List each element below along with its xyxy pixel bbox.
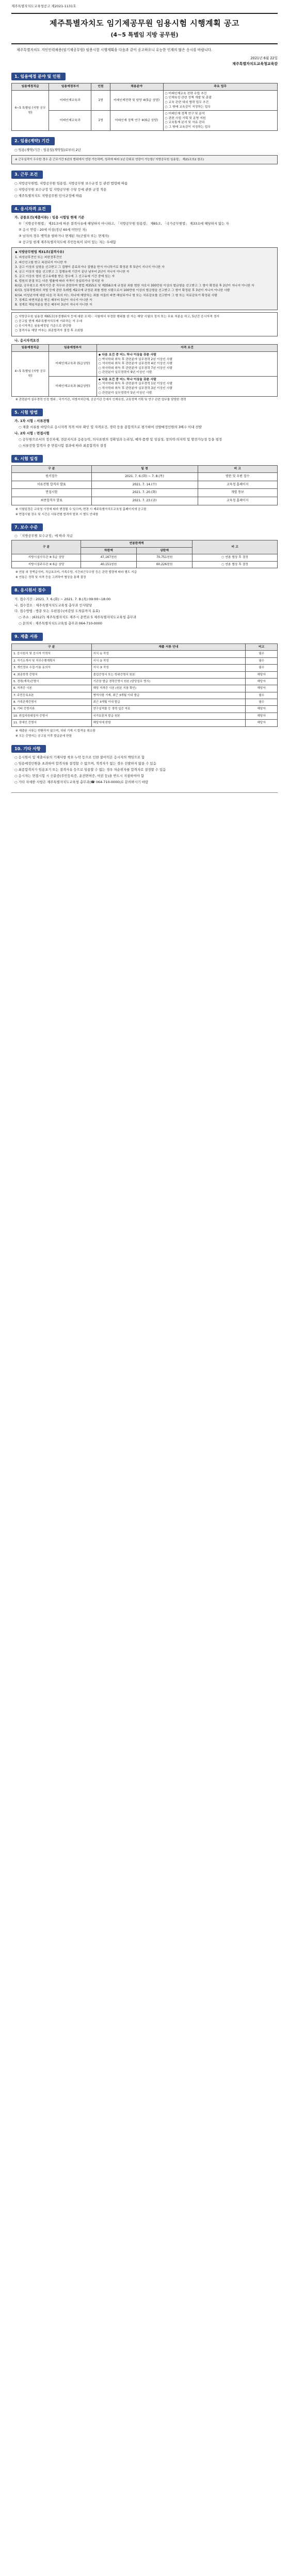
cell-reqs (97, 376, 277, 396)
condition-item: ○ 제주특별자치도 지방공무원 인사규정에 따름 (14, 193, 82, 198)
misc-item: ○ 임용예정인원을 초과하여 합격자를 결정할 수 없으며, 적격자가 없는 경우 선발하지 않을 수 있음 (14, 761, 156, 766)
section-title: 9. 제출 서류 (11, 633, 43, 641)
box-item: ○ 응시자격은 임용예정일 기준으로 판단함 (15, 325, 72, 328)
title-box (11, 13, 278, 44)
notice-subtitle: (4~5 특별임 지방 공무원) (110, 31, 179, 39)
cell-note: 교육청 홈페이지 (198, 497, 278, 505)
box-item: 5. 금고 이상의 형의 선고유예를 받은 경우에 그 선고유예 기간 중에 있는 자 (15, 275, 115, 278)
requirements-table (11, 344, 278, 397)
cell-date: 2021. 7. 14.(수) (91, 481, 198, 489)
duty-line: ○ 그 밖에 교육감이 지정하는 업무 (165, 125, 211, 129)
col-header: 상한액 (137, 547, 192, 554)
table-row (12, 376, 278, 396)
term-text: ○ 임용(계약)기간 : 임용일(계약일)로부터 2년 (14, 147, 81, 152)
cell-note: ○ 연봉 협상 후 결정 (192, 561, 278, 568)
col-header: 임용예정직급 (12, 345, 49, 352)
cell-min: 40,151천원 (81, 561, 136, 568)
box-item: 6의2. 공무원으로 재직기간 중 직무와 관련하여 형법 제355조 및 제356조에 규정된 죄를 범한 자로서 300만원 이상의 벌금형을 선고받고 그 형이 확정된 후 2년이 지나지 아니한 자 (15, 284, 254, 288)
duty-line: ○ 미래인재교육 전략 수립 추진 (165, 92, 207, 95)
table-row (12, 481, 278, 489)
cell-doc: 2. 자기소개서 및 직무수행계획서 (12, 657, 92, 664)
cell-dept: 미래인재교육과 (5급상당) (49, 352, 97, 377)
eligibility-item: ④ 공고일 현재 제주특별자치도에 주민등록이 되어 있는 자는 우대함 (19, 240, 116, 244)
cell-doc: 3. 개인정보 수집·이용 동의서 (12, 665, 92, 671)
cell-note: ○ 연봉 협상 후 결정 (192, 554, 278, 561)
col-header: 구 분 (12, 466, 92, 473)
box-item: ○ 지방공무원 임용령 제65조(부정행위자 등에 대한 조치) : 시험에서 부정한 행위를 한 자는 해당 시험의 정지 또는 무효 처분을 하고, 5년간 응시자격 정지 (15, 315, 220, 318)
box-item: 7. 징계로 파면처분을 받은 때부터 5년이 지나지 아니한 자 (15, 298, 92, 302)
col-header: 채용분야 (110, 83, 163, 91)
box-item: 1. 피성년후견인 또는 피한정후견인 (15, 256, 62, 260)
box-item: ○ 결격사유 해당 여부는 최종합격자 결정 후 조회함 (15, 329, 84, 333)
notice-number: 제주특별자치도교육청공고 제2021-1131호 (11, 4, 76, 8)
cell-desc: 해당자에 한함 (91, 720, 246, 726)
application-item: ○ 주소 : (63127) 제주특별자치도 제주시 문연로 5 제주특별자치도교육청 총무과 (19, 615, 137, 620)
duty-line: ○ 미래인재 정책 연구 및 분석 (165, 112, 205, 116)
box-item: 6의3. 성폭력범죄의 처벌 등에 관한 특례법 제2조에 규정된 죄를 범한 사람으로서 100만원 이상의 벌금형을 선고받고 그 형이 확정된 후 3년이 지나지 아니한 사람 (15, 289, 230, 293)
col-header: 제출 서류 안내 (91, 643, 246, 651)
documents-table (11, 643, 278, 727)
cell-desc: 서식 ① 작성 (91, 651, 246, 657)
duty-line: ○ 인재육성 관련 정책 개발 및 총괄 (165, 96, 212, 100)
cell-step: 서류전형 합격자 발표 (12, 481, 92, 489)
box-item: ○ 공고일 현재 제주특별자치도에 거주하는 자 우대 (15, 320, 83, 324)
cell-desc: 해당 자격증 사본 (원본 지참 확인) (91, 685, 246, 692)
table-row (12, 497, 278, 505)
col-header: 하한액 (81, 547, 136, 554)
table-row (12, 90, 278, 110)
section-title: 1. 임용예정 분야 및 인원 (11, 73, 66, 81)
experience-note: ※ 관련분야 실무경력 인정 범위 : 국가기관, 지방자치단체, 공공기관 등에서 인재육성, 교육정책 기획 및 연구 관련 업무를 담당한 경력 (15, 398, 186, 402)
table-row (12, 685, 278, 692)
table-row (12, 678, 278, 685)
cell-desc: 서식 ③ 작성 (91, 665, 246, 671)
section-eligibility (11, 205, 278, 402)
table-row (12, 111, 278, 131)
box-title: ◆ 지방공무원법 제31조(결격사유) (15, 250, 65, 254)
req-line: ○ 관련분야 실무경력이 9년 이상인 사람 (98, 371, 152, 375)
salary-note: ※ 연봉 외 정액급식비, 직급보조비, 가족수당, 시간외근무수당 등은 관련 법령에 따라 별도 지급 (15, 570, 137, 574)
cell-desc: 졸업증명서 또는 학위증명서 원본 (91, 671, 246, 678)
cell-doc: 1. 응시원서 및 응시자 이력서 (12, 651, 92, 657)
table-row (12, 706, 278, 713)
cell-req: 해당자 (246, 678, 278, 685)
eligibility-item: ①「지방공무원법」 제31조에 따른 결격사유에 해당하지 아니하고, 「지방공무원 임용령」 제65조, 「국가공무원법」 제33조에 해당하지 않는 자 (19, 222, 229, 226)
cell-max: 70,751천원 (137, 554, 192, 561)
cell-step: 면접시험 (12, 489, 92, 497)
positions-table (11, 83, 278, 131)
application-item: 가. 접수기간 : 2021. 7. 6.(화) ~ 2021. 7. 8.(목) 09:00~18:00 (14, 597, 111, 601)
table-row (12, 561, 278, 568)
cell-count: 1명 (91, 90, 110, 110)
eligibility-intro: 가. 공통요건(제출서류) : 임용 시험일 현재 기준 (14, 215, 85, 220)
col-header: 연봉한계액 (81, 540, 192, 547)
duty-line: ○ 교육통계 분석 및 자료 관리 (165, 121, 205, 125)
section-title: 3. 근무 조건 (11, 171, 43, 179)
col-header: 임용예정부서 (49, 345, 97, 352)
cell-desc: 병역사항 기재, 최근 3개월 이내 발급 (91, 692, 246, 699)
table-row (12, 489, 278, 497)
requirements-subtitle: 나. 응시자격요건 (14, 338, 39, 343)
req-line: ○ 관련분야 실무경력이 5년 이상인 사람 (98, 391, 152, 395)
misc-item: ○ 응시자는 면접시험 시 신분증(주민등록증, 운전면허증, 여권 등)을 반드시 지참하여야 함 (14, 774, 145, 778)
cell-count: 1명 (91, 111, 110, 131)
table-row (12, 665, 278, 671)
cell-doc: 5. 경력(재직)증명서 (12, 678, 92, 685)
col-header: 구 분 (12, 540, 81, 554)
cell-doc: 8. 가족관계증명서 (12, 699, 92, 706)
col-header: 구 분 (12, 643, 92, 651)
req-line: ◆ 다음 요건 중 어느 하나 이상을 갖춘 사람 (98, 353, 156, 357)
misc-item: ○ 최종합격자가 임용포기 또는 결격사유 등으로 임용할 수 없는 경우 차순위자를 합격자로 결정할 수 있음 (14, 768, 166, 772)
section-title: 7. 보수 수준 (11, 523, 43, 532)
salary-intro: ○ 「지방공무원 보수규정」에 따라 지급 (14, 534, 73, 538)
cell-doc: 11. 장애인 증명서 (12, 720, 92, 726)
cell-rank-group: 4~5 특별임 (지방 공무원) (12, 90, 49, 131)
cell-desc: 서식 ② 작성 (91, 657, 246, 664)
section-term (11, 137, 278, 164)
cell-date: 2021. 7. 23.(금) (91, 497, 198, 505)
cell-doc: 10. 취업지원대상자 증명서 (12, 713, 92, 719)
section-title: 6. 시험 일정 (11, 455, 43, 463)
section-title: 8. 응시원서 접수 (11, 586, 51, 595)
col-header: 인원 (91, 83, 110, 91)
table-row (12, 657, 278, 664)
section-documents (11, 633, 278, 739)
cell-req: 필수 (246, 699, 278, 706)
condition-item: ○ 지방공무원 보수규정 및 지방공무원 수당 등에 관한 규정 적용 (14, 187, 107, 192)
cell-req: 해당자 (246, 720, 278, 726)
section-positions (11, 73, 278, 131)
cell-req: 필수 (246, 657, 278, 664)
cell-doc: 6. 자격증 사본 (12, 685, 92, 692)
section-conditions (11, 171, 278, 198)
req-line: ○ 박사학위 취득 후 관련분야 실무경력 2년 이상인 사람 (98, 358, 173, 361)
req-line: ○ 학사학위 취득 후 관련분야 실무경력 3년 이상인 사람 (98, 386, 173, 390)
cell-reqs (97, 352, 277, 377)
cell-req: 필수 (246, 651, 278, 657)
cell-desc: 연구실적물 등 경력 입증 자료 (91, 706, 246, 713)
box-item: 6의4. 미성년자에 대한 다음 각 목의 어느 하나에 해당하는 죄를 저질러 파면·해임되거나 형 또는 치료감호를 선고받아 그 형 또는 치료감호가 확정된 사람 (15, 294, 217, 297)
section-schedule (11, 455, 278, 517)
section-title: 5. 시험 방법 (11, 409, 43, 417)
cell-note: 교육청 홈페이지 (198, 481, 278, 489)
cell-req: 필수 (246, 692, 278, 699)
eligibility-item: ② 응시 연령 : 20세 이상(정년 60세 미만인 자) (19, 228, 87, 232)
cell-note: 방문 및 우편 접수 (198, 472, 278, 481)
cell-field: 미래인재전략 및 담당 ※(5급 상당) (110, 90, 163, 110)
cell-req: 필수 (246, 665, 278, 671)
section-title: 10. 기타 사항 (11, 745, 46, 753)
application-item: 나. 접수장소 : 제주특별자치도교육청 총무과 인사담당 (14, 603, 92, 607)
section-salary (11, 523, 278, 580)
documents-note: ※ 모든 증명서는 공고일 이후 발급분에 한함 (15, 735, 72, 738)
cell-dept: 미래인재교육과 (49, 90, 91, 110)
exam-item: 나. 2차 시험 : 면접시험 (14, 431, 50, 436)
footer-divider (11, 792, 278, 793)
section-title: 4. 응시자격 요건 (11, 205, 51, 213)
cell-date: 2021. 7. 20.(화) (91, 489, 198, 497)
duty-line: ○ 교육 관련 대외 협력 업무 추진 (165, 100, 209, 104)
cell-rank: 지방시설사무관 ※ 5급 상당 (12, 554, 81, 561)
issuing-org: 제주특별자치도교육청교육감 (232, 61, 278, 66)
section-title: 2. 임용(계약) 기간 (11, 137, 55, 145)
box-item: 3. 금고 이상의 실형을 선고받고 그 집행이 종료되거나 집행을 받지 아니하기로 확정된 후 5년이 지나지 아니한 자 (15, 265, 165, 269)
table-row (12, 651, 278, 657)
exam-item: 가. 1차 시험 : 서류전형 (14, 419, 50, 423)
cell-note: 개별 통보 (198, 489, 278, 497)
cell-doc: 4. 최종학력 증명서 (12, 671, 92, 678)
box-item: 4. 금고 이상의 형을 선고받고 그 집행유예 기간이 끝난 날부터 2년이 지나지 아니한 자 (15, 270, 130, 274)
notice-title: 제주특별자치도 임기제공무원 임용시험 시행계획 공고 (50, 19, 239, 28)
col-header: 일 정 (91, 466, 198, 473)
req-line: ◆ 다음 요건 중 어느 하나 이상을 갖춘 사람 (98, 378, 156, 381)
additional-rules-box (11, 312, 278, 336)
term-note: ※ 근무실적이 우수한 경우 총 근무기간 5년의 범위에서 연장 가능하며, 성과에 따라 1년 단위로 연장이 가능함(「지방공무원 임용령」 제21조의2 참조) (11, 155, 278, 164)
misc-item: ○ 기타 자세한 사항은 제주특별자치도교육청 총무과(☎ 064-710-0000)로 문의하시기 바람 (14, 780, 149, 785)
cell-duties (163, 90, 277, 110)
duty-line: ○ 그 밖에 교육감이 지정하는 업무 (165, 105, 211, 109)
section-application (11, 586, 278, 626)
schedule-table (11, 465, 278, 505)
section-exam-method (11, 409, 278, 449)
cell-rank: 지방시설주무관 ※ 6급 상당 (12, 561, 81, 568)
cell-desc: 최근 3개월 이내 발급 (91, 699, 246, 706)
duty-line: ○ 관련 사업 기획 및 운영 지원 (165, 116, 206, 120)
req-line: ○ 학사학위 취득 후 관련분야 실무경력 7년 이상인 사람 (98, 366, 173, 370)
cell-rank: 4~5 특별임 (지방 공무원) (12, 352, 49, 397)
col-header: 임용예정직급 (12, 83, 49, 91)
notice-page (0, 0, 289, 805)
application-item: ○ 문의처 : 제주특별자치도교육청 총무과 064-710-0000 (19, 621, 102, 626)
box-item: 2. 파산선고를 받고 복권되지 아니한 자 (15, 261, 67, 264)
table-row (12, 692, 278, 699)
salary-note: ※ 연봉은 경력 및 자격 등을 고려하여 협상을 통해 결정 (15, 576, 86, 580)
cell-dept: 미래인재교육과 (49, 111, 91, 131)
exam-item: ○ 공무원으로서의 정신자세, 전문지식과 응용능력, 의사표현의 정확성과 논리성, 예의·품행 및 성실성, 창의력·의지력 및 발전가능성 등을 평정 (19, 437, 222, 442)
salary-table (11, 540, 278, 568)
col-header: 비 고 (192, 540, 278, 554)
exam-item: ○ 서류전형 합격자 중 면접시험 결과에 따라 최종합격자 결정 (19, 443, 106, 448)
req-line: ○ 석사학위 취득 후 관련분야 실무경력 4년 이상인 사람 (98, 362, 173, 366)
cell-doc: 9. 기타 증빙서류 (12, 706, 92, 713)
cell-date: 2021. 7. 6.(화) ~ 7. 8.(목) (91, 472, 198, 481)
cell-req: 해당자 (246, 685, 278, 692)
cell-step: 원서접수 (12, 472, 92, 481)
disqualification-box (11, 247, 278, 310)
schedule-note: ※ 시험일정은 교육청 사정에 따라 변경될 수 있으며, 변경 시 제주특별자치도교육청 홈페이지에 공고함 (15, 507, 147, 511)
box-item: 8. 징계로 해임처분을 받은 때부터 3년이 지나지 아니한 자 (15, 303, 92, 307)
col-header: 자격 요건 (97, 345, 277, 352)
table-row (12, 720, 278, 726)
table-row (12, 472, 278, 481)
eligibility-item: ③ 남자의 경우 병역을 필하거나 면제된 자(군필자 또는 면제자) (19, 233, 109, 238)
notice-date: 2021년 6월 22일 (250, 56, 278, 60)
col-header: 임용예정부서 (49, 83, 91, 91)
cell-field: 미래인재 정책 연구 ※(6급 상당) (110, 111, 163, 131)
cell-step: 최종합격자 발표 (12, 497, 92, 505)
table-row (12, 671, 278, 678)
cell-desc: 국가보훈처 발급 원본 (91, 713, 246, 719)
documents-note: ※ 제출된 서류는 반환하지 않으며, 허위 기재 시 합격을 취소함 (15, 729, 95, 733)
cell-req: 해당자 (246, 671, 278, 678)
table-row (12, 713, 278, 719)
cell-desc: 기관장 발급 경력증명서 원본 (담당업무 명시) (91, 678, 246, 685)
cell-duties (163, 111, 277, 131)
col-header: 비고 (246, 643, 278, 651)
cell-req: 해당자 (246, 706, 278, 713)
cell-min: 47,167천원 (81, 554, 136, 561)
cell-max: 60,226천원 (137, 561, 192, 568)
table-row (12, 554, 278, 561)
schedule-note: ※ 면접시험 장소 및 시간은 서류전형 합격자 발표 시 별도 안내함 (15, 513, 99, 517)
col-header: 비 고 (198, 466, 278, 473)
condition-item: ○ 지방공무원법, 지방공무원 임용령, 지방공무원 보수규정 등 관련 법령에 따름 (14, 181, 128, 185)
cell-doc: 7. 주민등록초본 (12, 692, 92, 699)
intro-text: 제주특별자치도 지인인력채용(임기제공무원) 임용시험 시행계획을 다음과 같이 공고하오니 유능한 인재의 많은 응시를 바랍니다. (17, 48, 213, 53)
box-item: 6. 법원의 판결 또는 다른 법률에 따라 자격이 상실되거나 정지된 자 (15, 280, 104, 283)
misc-item: ○ 응시원서 및 제출서류의 기재사항 착오·누락 등으로 인한 불이익은 응시자의 책임으로 함 (14, 755, 145, 760)
req-line: ○ 석사학위 취득 후 관련분야 실무경력 1년 이상인 사람 (98, 382, 173, 386)
section-misc (11, 745, 278, 785)
exam-item: ○ 제출 서류를 바탕으로 응시자격 적격 여부 확인 및 자격요건, 경력 등을 종합적으로 평가하여 선발예정인원의 3배수 이내 선발 (19, 425, 202, 430)
cell-req: 해당자 (246, 713, 278, 719)
table-row (12, 352, 278, 377)
table-row (12, 699, 278, 706)
cell-dept: 미래인재교육과 (6급상당) (49, 376, 97, 396)
col-header: 주요 업무 (163, 83, 277, 91)
application-item: 다. 접수방법 : 방문 또는 우편접수(마감일 도착분까지 유효) (14, 609, 100, 614)
